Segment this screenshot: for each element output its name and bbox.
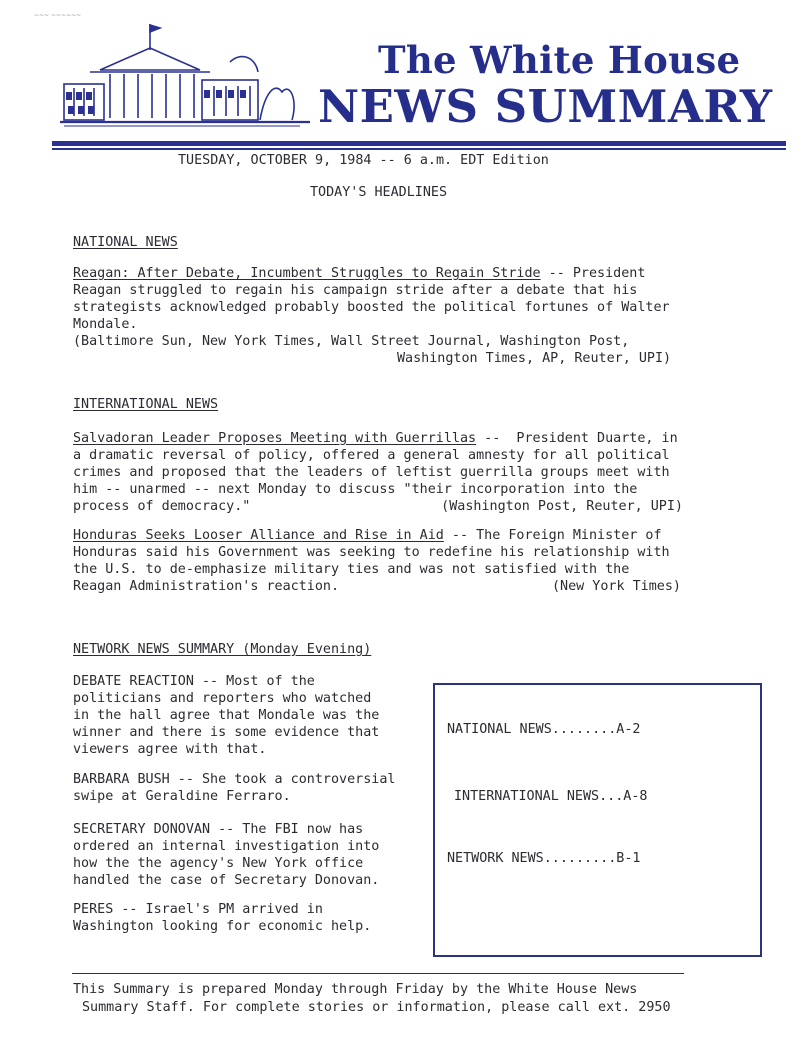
network-item-line: Washington looking for economic help. bbox=[73, 919, 372, 934]
masthead-rule-thin bbox=[52, 148, 786, 150]
salvador-line4: him -- unarmed -- next Monday to discuss "their incorporation into the bbox=[73, 482, 638, 497]
index-entry-network: NETWORK NEWS.........B-1 bbox=[447, 851, 641, 866]
footer-rule bbox=[72, 973, 684, 974]
network-item-line: PERES -- Israel's PM arrived in bbox=[73, 902, 323, 917]
national-news-heading: NATIONAL NEWS bbox=[73, 235, 178, 250]
network-item-peres bbox=[73, 901, 371, 935]
honduras-sources: (New York Times) bbox=[552, 579, 681, 594]
index-entry-national: NATIONAL NEWS........A-2 bbox=[447, 722, 641, 737]
salvador-sources: (Washington Post, Reuter, UPI) bbox=[441, 499, 683, 514]
network-item-bush bbox=[73, 771, 395, 805]
network-item-line: ordered an internal investigation into bbox=[73, 839, 380, 854]
honduras-headline: Honduras Seeks Looser Alliance and Rise in Aid bbox=[73, 528, 444, 543]
national-line1-rest: -- President bbox=[540, 266, 646, 281]
salvador-headline: Salvadoran Leader Proposes Meeting with Guerrillas bbox=[73, 431, 477, 446]
national-headline: Reagan: After Debate, Incumbent Struggles to Regain Stride bbox=[73, 266, 541, 281]
masthead-title-line2: NEWS SUMMARY bbox=[318, 80, 773, 133]
national-sources-line2: Washington Times, AP, Reuter, UPI) bbox=[397, 351, 672, 366]
edition-line: TUESDAY, OCTOBER 9, 1984 -- 6 a.m. EDT Edition bbox=[178, 153, 549, 168]
network-item-line: viewers agree with that. bbox=[73, 742, 267, 757]
todays-headlines-label: TODAY'S HEADLINES bbox=[310, 185, 448, 200]
network-item-line: DEBATE REACTION -- Most of the bbox=[73, 674, 315, 689]
white-house-icon bbox=[60, 22, 320, 132]
network-item-line: winner and there is some evidence that bbox=[73, 725, 380, 740]
masthead-title-line1: The White House bbox=[378, 38, 741, 82]
salvador-line3: crimes and proposed that the leaders of leftist guerrilla groups meet with bbox=[73, 465, 670, 480]
margin-scribble: ~~~ ~~~~~~ bbox=[34, 12, 82, 19]
salvador-line1-rest: -- President Duarte, in bbox=[476, 431, 678, 446]
index-entry-international: INTERNATIONAL NEWS...A-8 bbox=[454, 789, 648, 804]
national-line4: Mondale. bbox=[73, 317, 138, 332]
honduras-line3: the U.S. to de-emphasize military ties and was not satisfied with the bbox=[73, 562, 630, 577]
network-item-line: how the the agency's New York office bbox=[73, 856, 364, 871]
section-index-box bbox=[433, 683, 762, 957]
salvador-line2: a dramatic reversal of policy, offered a general amnesty for all political bbox=[73, 448, 670, 463]
footer-line1: This Summary is prepared Monday through Friday by the White House News bbox=[73, 982, 638, 997]
white-house-illustration bbox=[60, 22, 320, 132]
network-item-line: SECRETARY DONOVAN -- The FBI now has bbox=[73, 822, 364, 837]
salvador-line5: process of democracy." bbox=[73, 499, 251, 514]
international-story-1 bbox=[73, 430, 683, 515]
honduras-line2: Honduras said his Government was seeking to redefine his relationship with bbox=[73, 545, 670, 560]
network-item-line: politicians and reporters who watched bbox=[73, 691, 372, 706]
network-item-line: handled the case of Secretary Donovan. bbox=[73, 873, 380, 888]
national-line3: strategists acknowledged probably boosted the political fortunes of Walter bbox=[73, 300, 670, 315]
national-story bbox=[73, 265, 671, 367]
network-item-line: in the hall agree that Mondale was the bbox=[73, 708, 380, 723]
national-sources-line1: (Baltimore Sun, New York Times, Wall Street Journal, Washington Post, bbox=[73, 334, 630, 349]
honduras-line1-rest: -- The Foreign Minister of bbox=[443, 528, 662, 543]
network-news-heading: NETWORK NEWS SUMMARY (Monday Evening) bbox=[73, 642, 372, 657]
network-item-debate bbox=[73, 673, 379, 758]
international-story-2 bbox=[73, 527, 681, 595]
footer-line2: Summary Staff. For complete stories or information, please call ext. 2950 bbox=[82, 1000, 671, 1015]
international-news-heading: INTERNATIONAL NEWS bbox=[73, 397, 219, 412]
network-item-line: BARBARA BUSH -- She took a controversial bbox=[73, 772, 396, 787]
network-item-donovan bbox=[73, 821, 379, 889]
masthead-rule-thick bbox=[52, 141, 786, 146]
national-line2: Reagan struggled to regain his campaign stride after a debate that his bbox=[73, 283, 638, 298]
network-item-line: swipe at Geraldine Ferraro. bbox=[73, 789, 291, 804]
honduras-line4: Reagan Administration's reaction. bbox=[73, 579, 340, 594]
